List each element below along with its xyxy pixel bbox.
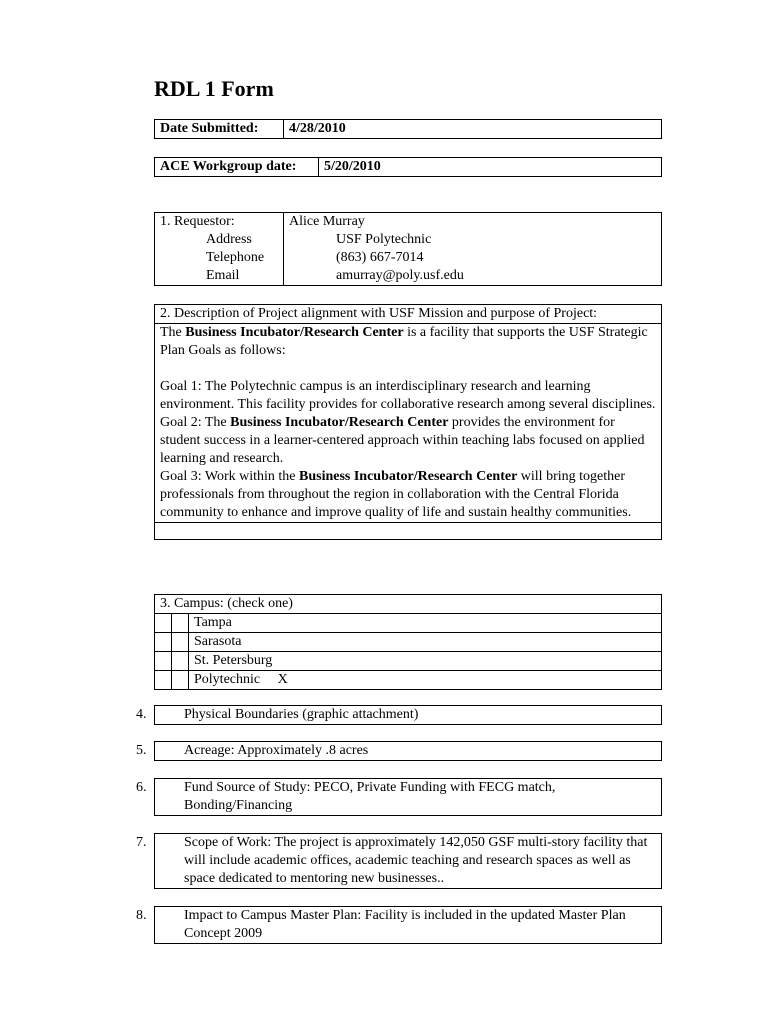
campus-sarasota-check[interactable] — [172, 633, 189, 652]
campus-stpetersburg-label: St. Petersburg — [189, 652, 662, 671]
goal-3: Goal 3: Work within the Business Incubator/Research Center will bring together professionals from throughout the region in collaboration with the Central Florida community to enhance and improve quality of life and sustain healthy communities. — [160, 469, 632, 520]
item-4: 4. Physical Boundaries (graphic attachment) — [155, 706, 662, 725]
description-table — [154, 304, 662, 540]
ace-workgroup-value: 5/20/2010 — [319, 158, 662, 177]
goal-1: Goal 1: The Polytechnic campus is an interdisciplinary research and learning environment. This facility provides for collaborative research among several disciplines. — [160, 379, 656, 412]
date-submitted-table — [154, 119, 662, 139]
ace-workgroup-label: ACE Workgroup date: — [155, 158, 319, 177]
campus-table — [154, 594, 662, 690]
item-5-table — [136, 741, 662, 761]
item-6-table — [136, 778, 662, 816]
date-submitted-label: Date Submitted: — [155, 120, 284, 139]
item-4-table — [136, 705, 662, 725]
description-header: 2. Description of Project alignment with USF Mission and purpose of Project: — [155, 305, 662, 324]
email-label: Email — [155, 267, 284, 286]
item-8-table — [136, 906, 662, 944]
address-value: USF Polytechnic — [284, 231, 662, 249]
polytechnic-mark: X — [277, 672, 288, 687]
campus-tampa-label: Tampa — [189, 614, 662, 633]
page-title: RDL 1 Form — [154, 76, 274, 101]
campus-sarasota-label: Sarasota — [189, 633, 662, 652]
requestor-label: 1. Requestor: — [155, 213, 284, 232]
item-5: 5. Acreage: Approximately .8 acres — [155, 742, 662, 761]
email-value: amurray@poly.usf.edu — [284, 267, 662, 286]
campus-polytechnic-check[interactable] — [172, 671, 189, 690]
item-7-table — [136, 833, 662, 889]
address-label: Address — [155, 231, 284, 249]
item-6: 6. Fund Source of Study: PECO, Private Funding with FECG match, Bonding/Financing — [155, 779, 662, 816]
item-8: 8. Impact to Campus Master Plan: Facility is included in the updated Master Plan Concept 2009 — [155, 907, 662, 944]
campus-tampa-check[interactable] — [172, 614, 189, 633]
description-body — [155, 324, 662, 523]
telephone-label: Telephone — [155, 249, 284, 267]
requestor-table — [154, 212, 662, 286]
campus-header: 3. Campus: (check one) — [155, 595, 662, 614]
description-intro: The Business Incubator/Research Center is a facility that supports the USF Strategic Plan Goals as follows: — [160, 325, 648, 358]
ace-workgroup-table — [154, 157, 662, 177]
telephone-value: (863) 667-7014 — [284, 249, 662, 267]
description-blank-row — [155, 523, 662, 540]
campus-polytechnic-label: Polytechnic X — [189, 671, 662, 690]
requestor-name: Alice Murray — [284, 213, 662, 232]
item-7: 7. Scope of Work: The project is approximately 142,050 GSF multi-story facility that will include academic offices, academic teaching and research spaces as well as space dedicated to mentoring new businesses.. — [155, 834, 662, 889]
campus-stpetersburg-check[interactable] — [172, 652, 189, 671]
date-submitted-value: 4/28/2010 — [284, 120, 662, 139]
goal-2: Goal 2: The Business Incubator/Research Center provides the environment for student success in a learner-centered approach within teaching labs focused on applied learning and research. — [160, 415, 645, 466]
